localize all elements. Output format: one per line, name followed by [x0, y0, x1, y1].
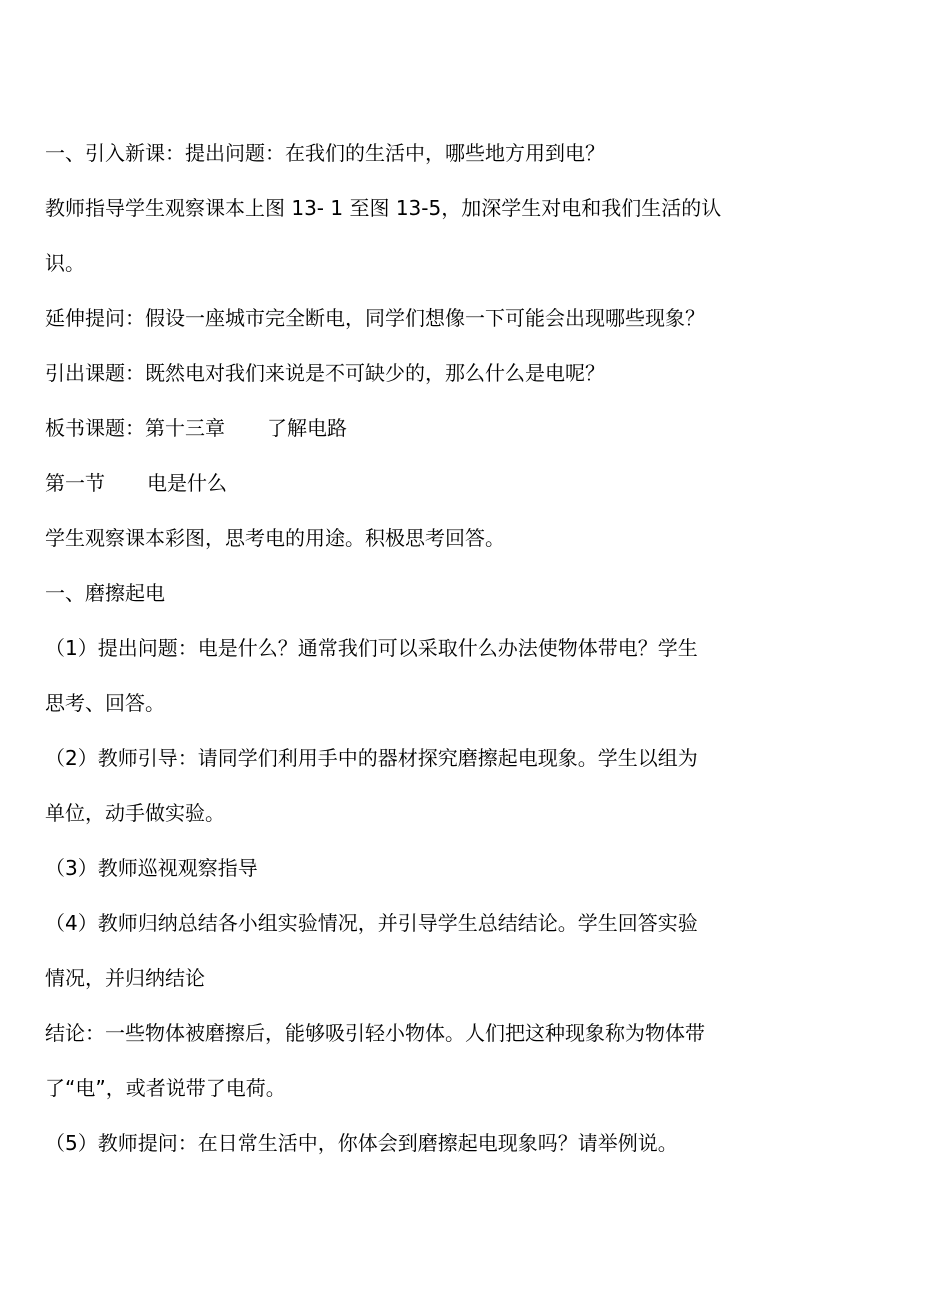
paragraph-step-2a: （2）教师引导：请同学们利用手中的器材探究磨擦起电现象。学生以组为	[45, 746, 698, 770]
paragraph-conclusion-a: 结论：一些物体被磨擦后，能够吸引轻小物体。人们把这种现象称为物体带	[45, 1021, 705, 1045]
board-chapter-label: 板书课题：第十三章	[45, 416, 225, 440]
section-label: 第一节	[45, 471, 105, 495]
paragraph-step-3: （3）教师巡视观察指导	[45, 856, 258, 880]
section-heading-line	[45, 456, 775, 511]
paragraph-conclusion-b: 了“电”，或者说带了电荷。	[45, 1076, 286, 1100]
paragraph-extension-question: 延伸提问：假设一座城市完全断电，同学们想像一下可能会出现哪些现象？	[45, 306, 705, 330]
paragraph-intro-question: 一、引入新课：提出问题：在我们的生活中，哪些地方用到电？	[45, 141, 605, 165]
paragraph-student-observe: 学生观察课本彩图，思考电的用途。积极思考回答。	[45, 526, 505, 550]
paragraph-teacher-guide-1: 教师指导学生观察课本上图 13- 1 至图 13-5，加深学生对电和我们生活的认	[45, 196, 722, 220]
paragraph-step-1b: 思考、回答。	[45, 691, 165, 715]
paragraph-teacher-guide-2: 识。	[45, 251, 85, 275]
paragraph-step-5: （5）教师提问：在日常生活中，你体会到磨擦起电现象吗？请举例说。	[45, 1131, 678, 1155]
paragraph-topic-intro: 引出课题：既然电对我们来说是不可缺少的，那么什么是电呢？	[45, 361, 605, 385]
paragraph-step-2b: 单位，动手做实验。	[45, 801, 225, 825]
paragraph-step-4b: 情况，并归纳结论	[45, 966, 205, 990]
document-page	[45, 126, 775, 1171]
paragraph-step-1a: （1）提出问题：电是什么？通常我们可以采取什么办法使物体带电？学生	[45, 636, 698, 660]
section-title: 电是什么	[147, 471, 227, 495]
board-chapter-line	[45, 401, 775, 456]
heading-friction-electricity: 一、磨擦起电	[45, 581, 165, 605]
paragraph-step-4a: （4）教师归纳总结各小组实验情况，并引导学生总结结论。学生回答实验	[45, 911, 698, 935]
board-chapter-title: 了解电路	[267, 416, 347, 440]
